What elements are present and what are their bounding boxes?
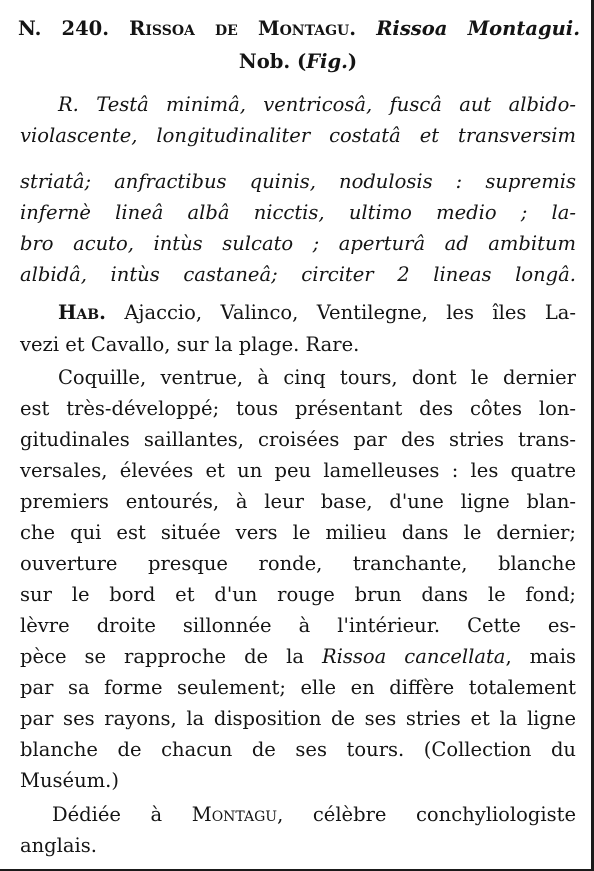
desc-line-5: premiers entourés, à leur base, d'une ligne blan- — [20, 490, 576, 513]
dedication-before: Dédiée à — [52, 803, 192, 826]
latin-line-1: R. Testâ minimâ, ventricosâ, fuscâ aut albido- — [58, 93, 576, 116]
compare-before: pèce se rapproche de la — [20, 645, 322, 668]
species-latin-name: Rissoa Montagui. — [376, 17, 580, 40]
habitat-line-1 — [58, 298, 576, 328]
desc-line-6: che qui est située vers le milieu dans le dernier; — [20, 521, 576, 544]
desc-line-4: versales, élevées et un peu lamelleuses : les quatre — [20, 459, 576, 482]
desc-line-13: blanche de chacun de ses tours. (Collection du — [20, 738, 576, 761]
latin-line-2: violascente, longitudinaliter costatâ et transversim — [20, 124, 576, 147]
entry-number: N. 240. — [18, 17, 110, 40]
habitat-text-1: Ajaccio, Valinco, Ventilegne, les îles La- — [105, 301, 576, 324]
latin-line-4: infernè lineâ albâ nicctis, ultimo medio ; la- — [20, 201, 576, 224]
figure-ref: (Fig.) — [296, 50, 358, 73]
desc-line-9: lèvre droite sillonnée à l'intérieur. Cette es- — [20, 614, 576, 637]
dedication-name: Montagu — [191, 803, 278, 826]
desc-line-12: par ses rayons, la disposition de ses stries et la ligne — [20, 707, 576, 730]
latin-line-3: striatâ; anfractibus quinis, nodulosis : supremis — [20, 170, 576, 193]
desc-line-3: gitudinales saillantes, croisées par des stries trans- — [20, 428, 576, 451]
desc-line-14: Muséum.) — [20, 769, 119, 792]
latin-line-6: albidâ, intùs castaneâ; circiter 2 lineas longâ. — [20, 263, 576, 286]
species-heading — [18, 14, 580, 44]
latin-line-5: bro acuto, intùs sulcato ; aperturâ ad ambitum — [20, 232, 576, 255]
species-author-line — [20, 47, 576, 77]
habitat-label: Hab. — [58, 301, 106, 324]
habitat-line-2: vezi et Cavallo, sur la plage. Rare. — [20, 333, 360, 356]
desc-line-10 — [20, 642, 576, 672]
compare-species: Rissoa cancellata — [321, 645, 506, 668]
dedication-after: , célèbre conchyliologiste — [277, 803, 577, 826]
species-common-name: Rissoa de Montagu. — [129, 17, 357, 40]
author: Nob. — [238, 50, 291, 73]
fig-label: Fig. — [306, 50, 348, 73]
desc-line-11: par sa forme seulement; elle en diffère totalement — [20, 676, 576, 699]
dedication-line-2: anglais. — [20, 834, 97, 857]
compare-after: , mais — [505, 645, 577, 668]
desc-line-1: Coquille, ventrue, à cinq tours, dont le dernier — [58, 366, 576, 389]
dedication-line-1 — [52, 800, 576, 830]
desc-line-7: ouverture presque ronde, tranchante, blanche — [20, 552, 576, 575]
desc-line-2: est très-développé; tous présentant des côtes lon- — [20, 397, 576, 420]
desc-line-8: sur le bord et d'un rouge brun dans le fond; — [20, 583, 576, 606]
